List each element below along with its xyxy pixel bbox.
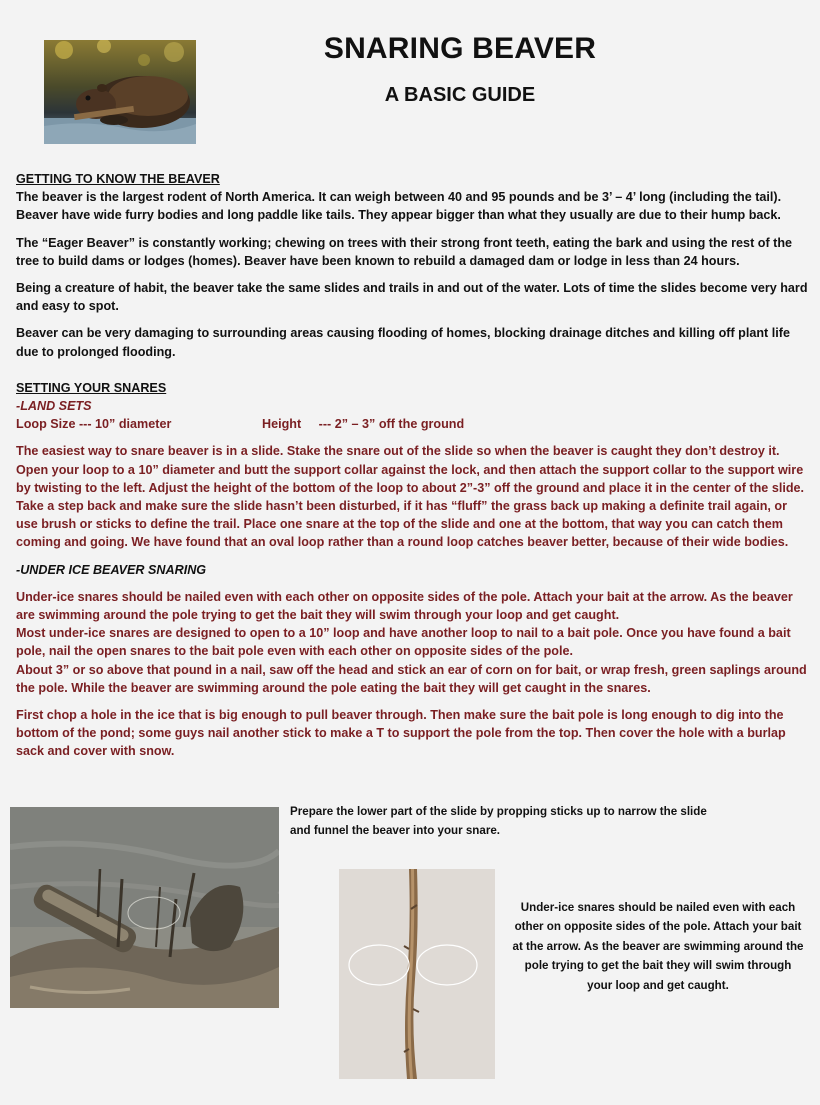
subheading-under-ice: -UNDER ICE BEAVER SNARING <box>16 562 207 577</box>
pole-photo <box>339 869 495 1079</box>
section-heading-snares: SETTING YOUR SNARES <box>16 380 167 395</box>
slide-photo <box>10 807 279 1008</box>
subheading-land-sets: -LAND SETS <box>16 399 92 414</box>
paragraph-beaver-size: The beaver is the largest rodent of North America. It can weigh between 40 and 95 pounds and be 3’ – 4’ long (including the tail). Beaver have wide furry bodies and long paddle like tails. They appear bigger than what they usually are due to their hump back. <box>16 190 782 223</box>
paragraph-habit: Being a creature of habit, the beaver take the same slides and trails in and out of the water. Lots of time the slides become very hard and easy to spot. <box>16 281 808 314</box>
page-subtitle: A BASIC GUIDE <box>384 84 536 106</box>
main-content <box>16 170 812 770</box>
paragraph-damage: Beaver can be very damaging to surrounding areas causing flooding of homes, blocking drainage ditches and killing off plant life due to prolonged flooding. <box>16 326 790 359</box>
loop-size-spec: Loop Size --- 10” diameter <box>16 417 172 432</box>
beaver-photo <box>44 40 196 144</box>
height-spec: Height --- 2” – 3” off the ground <box>262 417 465 432</box>
section-heading-beaver: GETTING TO KNOW THE BEAVER <box>16 172 220 186</box>
paragraph-eager-beaver: The “Eager Beaver” is constantly working; chewing on trees with their strong front teeth, eating the bark and using the rest of the tree to build dams or lodges (homes). Beaver have been known to rebuild a damaged dam or lodge in less than 24 hours. <box>16 235 793 268</box>
caption-pole: Under-ice snares should be nailed even with each other on opposite sides of the pole. Attach your bait at the arrow. As the beaver are swimming around the pole trying to get the bait they will swim through your loop and get caught. <box>512 901 804 992</box>
paragraph-chop-hole: First chop a hole in the ice that is big enough to pull beaver through. Then make sure the bait pole is long enough to dig into the bottom of the pond; some guys nail another stick to make a T to support the pole from the top. Then cover the hole with a burlap sack and cover with snow. <box>16 708 786 759</box>
loop-spec-line <box>16 415 812 433</box>
under-ice-line-2: Most under-ice snares are designed to open to a 10” loop and have another loop to nail to a bait pole. Once you have found a bait pole, nail the open snares to the bait pole even with each other on opposite sides of the pole. <box>16 626 791 659</box>
under-ice-line-3: About 3” or so above that pound in a nail, saw off the head and stick an ear of corn on for bait, or wrap fresh, green saplings around the pole. While the beaver are swimming around the pole eating the bait they will get caught in the snares. <box>16 662 807 695</box>
under-ice-line-1: Under-ice snares should be nailed even with each other on opposite sides of the pole. Attach your bait at the arrow. As the beaver are swimming around the pole trying to get the bait they will swim through your loop and get caught. <box>16 589 793 623</box>
caption-slide: Prepare the lower part of the slide by propping sticks up to narrow the slide and funnel the beaver into your snare. <box>290 805 707 837</box>
page-title: SNARING BEAVER <box>323 32 597 65</box>
paragraph-land-sets: The easiest way to snare beaver is in a slide. Stake the snare out of the slide so when the beaver is caught they don’t destroy it. Open your loop to a 10” diameter and butt the support collar against the lock, and then attach the support collar to the support wire by twisting to the left. Adjust the height of the bottom of the loop to about 2”-3” off the ground and place it in the center of the slide. Take a step back and make sure the slide hasn’t been disturbed, if it has “fluff” the grass back up making a definite trail again, or use brush or sticks to define the trail. Place one snare at the top of the slide and one at the bottom, that way you can catch them coming and going. We have found that an oval loop rather than a round loop catches beaver better, because of their wide bodies. <box>16 444 805 550</box>
